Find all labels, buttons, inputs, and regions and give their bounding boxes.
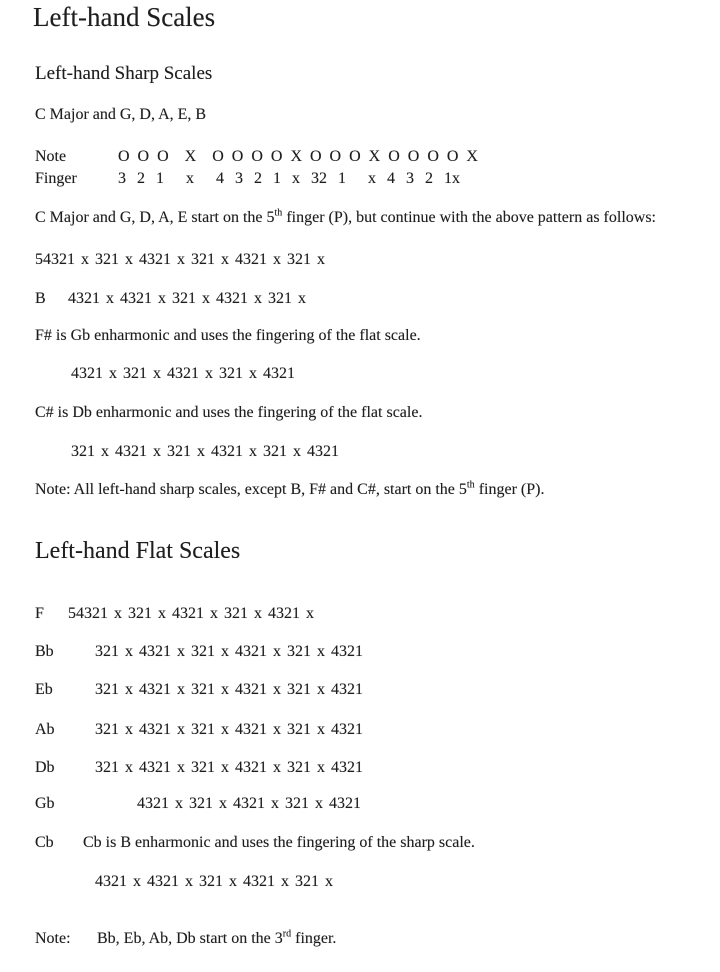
cb-sentence-text: Cb is B enharmonic and uses the fingering of the sharp scale.	[83, 834, 475, 851]
flat-section-heading	[0, 536, 720, 564]
sharp-section-heading	[0, 62, 720, 86]
finger-pattern-row	[0, 169, 720, 193]
fsharp-fingering-line	[0, 364, 720, 388]
csharp-fingering-pattern: 321 x 4321 x 321 x 4321 x 321 x 4321	[71, 443, 339, 460]
cb-fingering-pattern: 4321 x 4321 x 321 x 4321 x 321 x	[95, 873, 333, 890]
flat-scale-pattern: 321 x 4321 x 321 x 4321 x 321 x 4321	[95, 721, 363, 738]
ordinal-superscript: th	[274, 207, 283, 219]
page-title	[0, 1, 720, 32]
finger-row-pattern: 3 2 1 x 4 3 2 1 x 32 1 x 4 3 2 1x	[118, 170, 460, 187]
flat-scale-row-ab	[0, 720, 720, 744]
flat-scale-label: Bb	[35, 643, 54, 660]
fsharp-sentence	[0, 326, 720, 350]
fsharp-sentence-text: F# is Gb enharmonic and uses the fingering of the flat scale.	[35, 327, 421, 344]
flat-scale-pattern: 54321 x 321 x 4321 x 321 x 4321 x	[68, 605, 314, 622]
flat-scale-label: Gb	[35, 795, 55, 812]
flat-note-text: Bb, Eb, Ab, Db start on the 3rd finger.	[97, 928, 337, 947]
csharp-sentence	[0, 403, 720, 427]
flat-scale-row-bb	[0, 642, 720, 666]
ordinal-superscript: th	[466, 479, 475, 491]
b-scale-row	[0, 289, 720, 313]
b-scale-label: B	[35, 290, 46, 307]
note-row-label: Note	[35, 148, 67, 165]
note-pattern-row	[0, 147, 720, 171]
flat-scale-row-cb	[0, 833, 720, 857]
sharp-section-note	[0, 480, 720, 504]
flat-scale-row-db	[0, 758, 720, 782]
ordinal-superscript: rd	[282, 928, 292, 940]
flat-note-label: Note:	[35, 930, 71, 947]
csharp-fingering-line	[0, 442, 720, 466]
flat-scale-row-f	[0, 604, 720, 628]
sharp-continue-sentence	[0, 208, 720, 232]
flat-scale-pattern: 321 x 4321 x 321 x 4321 x 321 x 4321	[95, 681, 363, 698]
page-title-text: Left-hand Scales	[33, 2, 216, 32]
cmajor-fingering-line	[0, 250, 720, 274]
sharp-continue-text: C Major and G, D, A, E start on the 5th finger (P), but continue with the above pattern as follows:	[35, 207, 656, 226]
flat-scale-pattern: 321 x 4321 x 321 x 4321 x 321 x 4321	[95, 643, 363, 660]
flat-scale-label: Cb	[35, 834, 54, 851]
cmajor-fingering-pattern: 54321 x 321 x 4321 x 321 x 4321 x 321 x	[35, 251, 325, 268]
finger-row-label: Finger	[35, 170, 77, 187]
b-scale-pattern: 4321 x 4321 x 321 x 4321 x 321 x	[68, 290, 306, 307]
flat-scale-row-eb	[0, 680, 720, 704]
flat-scale-pattern: 321 x 4321 x 321 x 4321 x 321 x 4321	[95, 759, 363, 776]
fsharp-fingering-pattern: 4321 x 321 x 4321 x 321 x 4321	[71, 365, 295, 382]
flat-scale-label: Ab	[35, 721, 55, 738]
sharp-section-note-text: Note: All left-hand sharp scales, except B, F# and C#, start on the 5th finger (P).	[35, 479, 545, 498]
sharp-scales-list	[0, 105, 720, 129]
flat-scale-label: Eb	[35, 681, 53, 698]
note-row-pattern: O O O X O O O O X O O O X O O O O X	[118, 148, 478, 165]
flat-scale-row-gb	[0, 794, 720, 818]
flat-section-note	[0, 929, 720, 953]
sharp-heading-text: Left-hand Sharp Scales	[35, 63, 213, 84]
csharp-sentence-text: C# is Db enharmonic and uses the fingering of the flat scale.	[35, 404, 423, 421]
flat-scale-pattern: 4321 x 321 x 4321 x 321 x 4321	[137, 795, 361, 812]
flat-scale-label: F	[35, 605, 44, 622]
cb-fingering-line	[0, 872, 720, 896]
sharp-scales-list-text: C Major and G, D, A, E, B	[35, 106, 207, 123]
flat-scale-label: Db	[35, 759, 55, 776]
flat-heading-text: Left-hand Flat Scales	[35, 538, 241, 564]
